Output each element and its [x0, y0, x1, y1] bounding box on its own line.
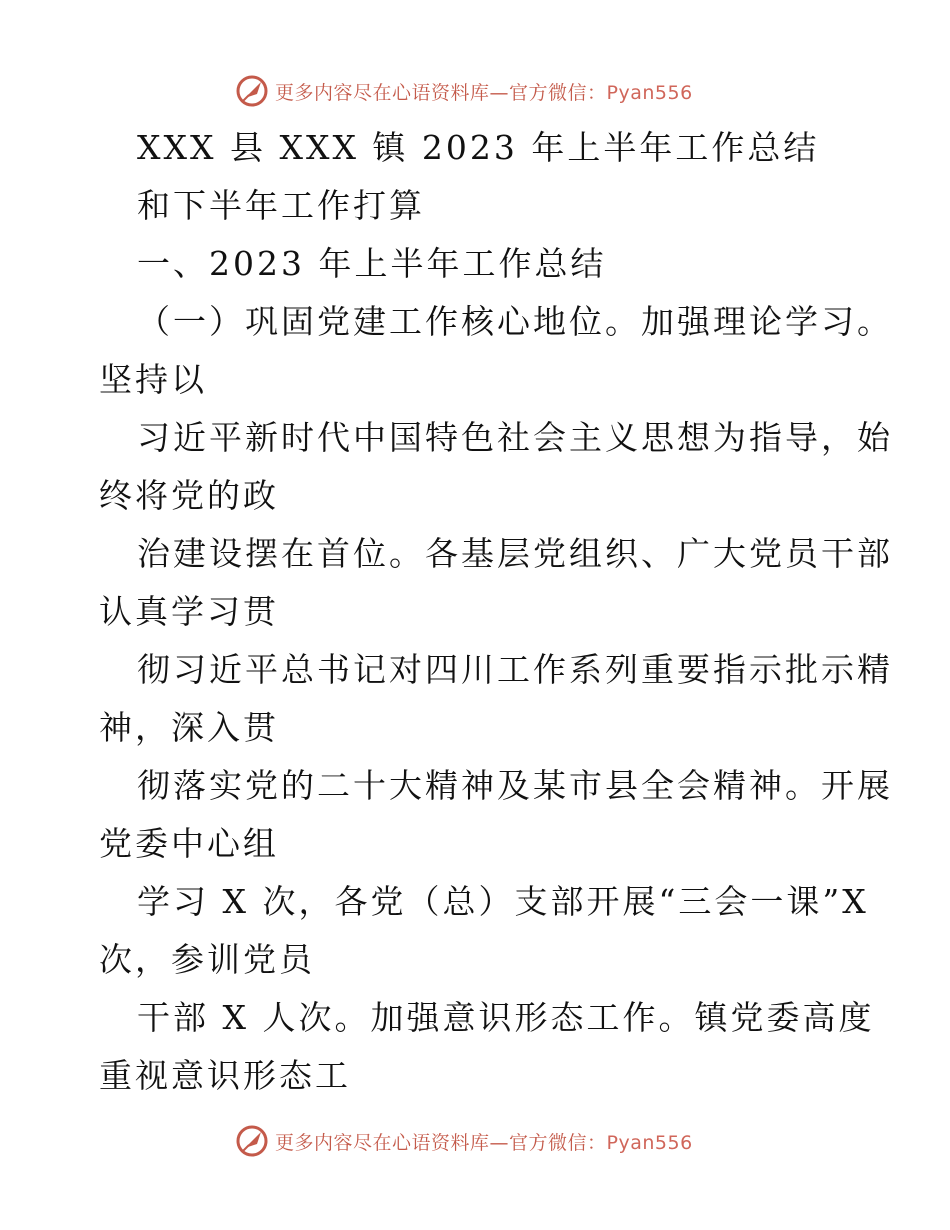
section-heading: 一、2023 年上半年工作总结 [137, 244, 607, 283]
doc-title-line-1: XXX 县 XXX 镇 2023 年上半年工作总结 [137, 128, 820, 167]
paragraph-line: 坚持以 [99, 360, 207, 399]
paragraph-line: 重视意识形态工 [99, 1056, 351, 1095]
paragraph-line: 学习 X 次，各党（总）支部开展“三会一课”X [137, 882, 869, 921]
paragraph-line: 次，参训党员 [99, 940, 315, 979]
watermark-header [235, 71, 755, 111]
watermark-text: 更多内容尽在心语资料库—官方微信：Pyan556 [275, 81, 693, 104]
paragraph-line: 治建设摆在首位。各基层党组织、广大党员干部 [137, 534, 893, 573]
paragraph-line: 神，深入贯 [99, 708, 279, 747]
paragraph-line: 党委中心组 [99, 824, 279, 863]
doc-title-line-2: 和下半年工作打算 [137, 186, 425, 225]
watermark-text: 更多内容尽在心语资料库—官方微信：Pyan556 [275, 1131, 693, 1154]
paragraph-line: 干部 X 人次。加强意识形态工作。镇党委高度 [137, 998, 875, 1037]
quill-logo-icon [235, 1124, 269, 1158]
quill-logo-icon [235, 74, 269, 108]
paragraph-line: 彻落实党的二十大精神及某市县全会精神。开展 [137, 766, 893, 805]
paragraph-line: 彻习近平总书记对四川工作系列重要指示批示精 [137, 650, 893, 689]
paragraph-line: 习近平新时代中国特色社会主义思想为指导，始 [137, 418, 893, 457]
paragraph-line: 认真学习贯 [99, 592, 279, 631]
paragraph-line: （一）巩固党建工作核心地位。加强理论学习。 [137, 302, 893, 341]
watermark-footer [235, 1121, 755, 1161]
paragraph-line: 终将党的政 [99, 476, 279, 515]
